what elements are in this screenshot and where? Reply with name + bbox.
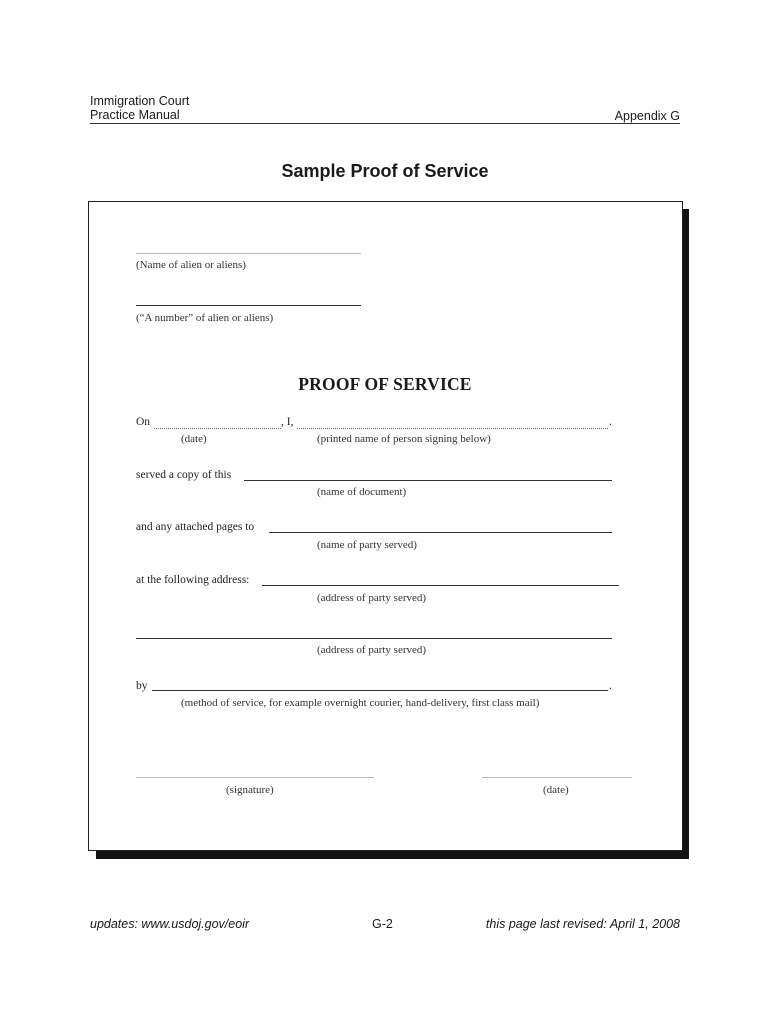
proof-of-service-heading: PROOF OF SERVICE (298, 374, 472, 394)
on-label: On (136, 416, 151, 428)
a-number-line[interactable] (136, 305, 361, 306)
document-line[interactable] (244, 480, 612, 481)
address-line-1[interactable] (262, 585, 619, 586)
alien-name-caption: (Name of alien or aliens) (136, 259, 246, 271)
header-title-line2: Practice Manual (90, 108, 180, 122)
sign-date-line[interactable] (482, 777, 632, 778)
method-caption: (method of service, for example overnight courier, hand-delivery, first class mail) (181, 697, 540, 709)
address-caption-2: (address of party served) (317, 644, 427, 656)
a-number-caption: (“A number” of alien or aliens) (136, 312, 274, 324)
header-appendix: Appendix G (614, 109, 680, 123)
date-line[interactable] (154, 428, 281, 429)
party-caption: (name of party served) (317, 539, 417, 551)
address-line-2[interactable] (136, 638, 612, 639)
page-title: Sample Proof of Service (281, 161, 489, 181)
footer-page-number: G-2 (372, 917, 393, 931)
served-label: served a copy of this (136, 469, 232, 481)
comma-i-label: , I, (281, 416, 294, 428)
period-2: . (609, 680, 612, 692)
party-line[interactable] (269, 532, 612, 533)
attached-label: and any attached pages to (136, 521, 255, 533)
printed-name-caption: (printed name of person signing below) (317, 433, 491, 445)
address-label: at the following address: (136, 574, 250, 586)
address-caption-1: (address of party served) (317, 592, 427, 604)
signature-caption: (signature) (226, 784, 274, 796)
date-caption: (date) (181, 433, 207, 445)
sign-date-caption: (date) (543, 784, 569, 796)
by-label: by (136, 680, 148, 692)
method-line[interactable] (152, 690, 608, 691)
header-title-line1: Immigration Court (90, 94, 190, 108)
signature-line[interactable] (136, 777, 374, 778)
alien-name-line[interactable] (136, 253, 361, 254)
period-1: . (609, 416, 612, 428)
document-caption: (name of document) (317, 486, 407, 498)
footer-updates: updates: www.usdoj.gov/eoir (90, 917, 250, 931)
footer-revised: this page last revised: April 1, 2008 (485, 917, 680, 931)
header-rule (90, 123, 680, 124)
printed-name-line[interactable] (297, 428, 608, 429)
